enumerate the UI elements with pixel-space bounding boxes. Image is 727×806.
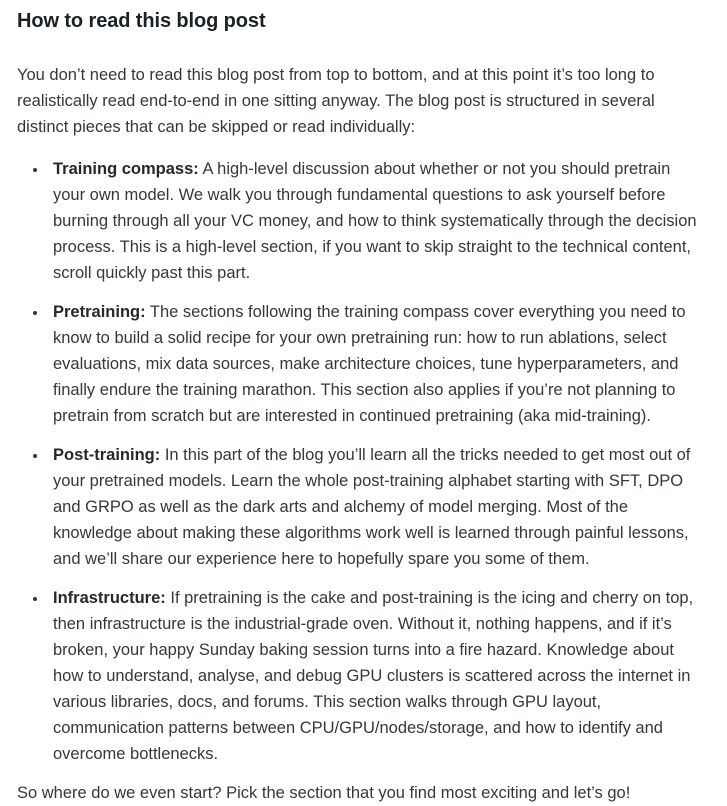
list-item-pretraining <box>48 299 701 429</box>
intro-paragraph: You don’t need to read this blog post from top to bottom, and at this point it’s too long to realistically read end-to-end in one sitting anyway. The blog post is structured in several distinct pieces that can be skipped or read individually: <box>17 66 655 136</box>
list-item-training-compass <box>48 156 701 286</box>
closing-paragraph: So where do we even start? Pick the section that you find most exciting and let’s go! <box>17 784 631 802</box>
section-text-infrastructure: If pretraining is the cake and post-training is the icing and cherry on top, then infrastructure is the industrial-grade oven. Without it, nothing happens, and if it’s broken, your happy Sunday baking session turns into a fire hazard. Knowledge about how to understand, analyse, and debug GPU clusters is scattered across the internet in various libraries, docs, and forums. This section walks through GPU layout, communication patterns between CPU/GPU/nodes/storage, and how to identify and overcome bottlenecks. <box>53 589 694 763</box>
section-text-pretraining: The sections following the training compass cover everything you need to know to build a solid recipe for your own pretraining run: how to run ablations, select evaluations, mix data sources, make architecture choices, tune hyperparameters, and finally endure the training marathon. This section also applies if you’re not planning to pretrain from scratch but are interested in continued pretraining (aka mid-training). <box>53 303 686 425</box>
section-text-training-compass: A high-level discussion about whether or not you should pretrain your own model. We walk you through fundamental questions to ask yourself before burning through all your VC money, and how to think systematically through the decision process. This is a high-level section, if you want to skip straight to the technical content, scroll quickly past this part. <box>53 160 697 282</box>
list-item-post-training <box>48 442 701 572</box>
section-label-training-compass: Training compass: <box>53 160 199 178</box>
section-text-post-training: In this part of the blog you’ll learn all the tricks needed to get most out of your pretrained models. Learn the whole post-training alphabet starting with SFT, DPO and GRPO as well as the dark arts and alchemy of model merging. Most of the knowledge about making these algorithms work well is learned through painful lessons, and we’ll share our experience here to hopefully spare you some of them. <box>53 446 691 568</box>
list-item-infrastructure <box>48 585 701 767</box>
page-title: How to read this blog post <box>17 10 266 32</box>
section-label-post-training: Post-training: <box>53 446 161 464</box>
section-list <box>17 156 701 767</box>
section-label-pretraining: Pretraining: <box>53 303 146 321</box>
section-label-infrastructure: Infrastructure: <box>53 589 166 607</box>
